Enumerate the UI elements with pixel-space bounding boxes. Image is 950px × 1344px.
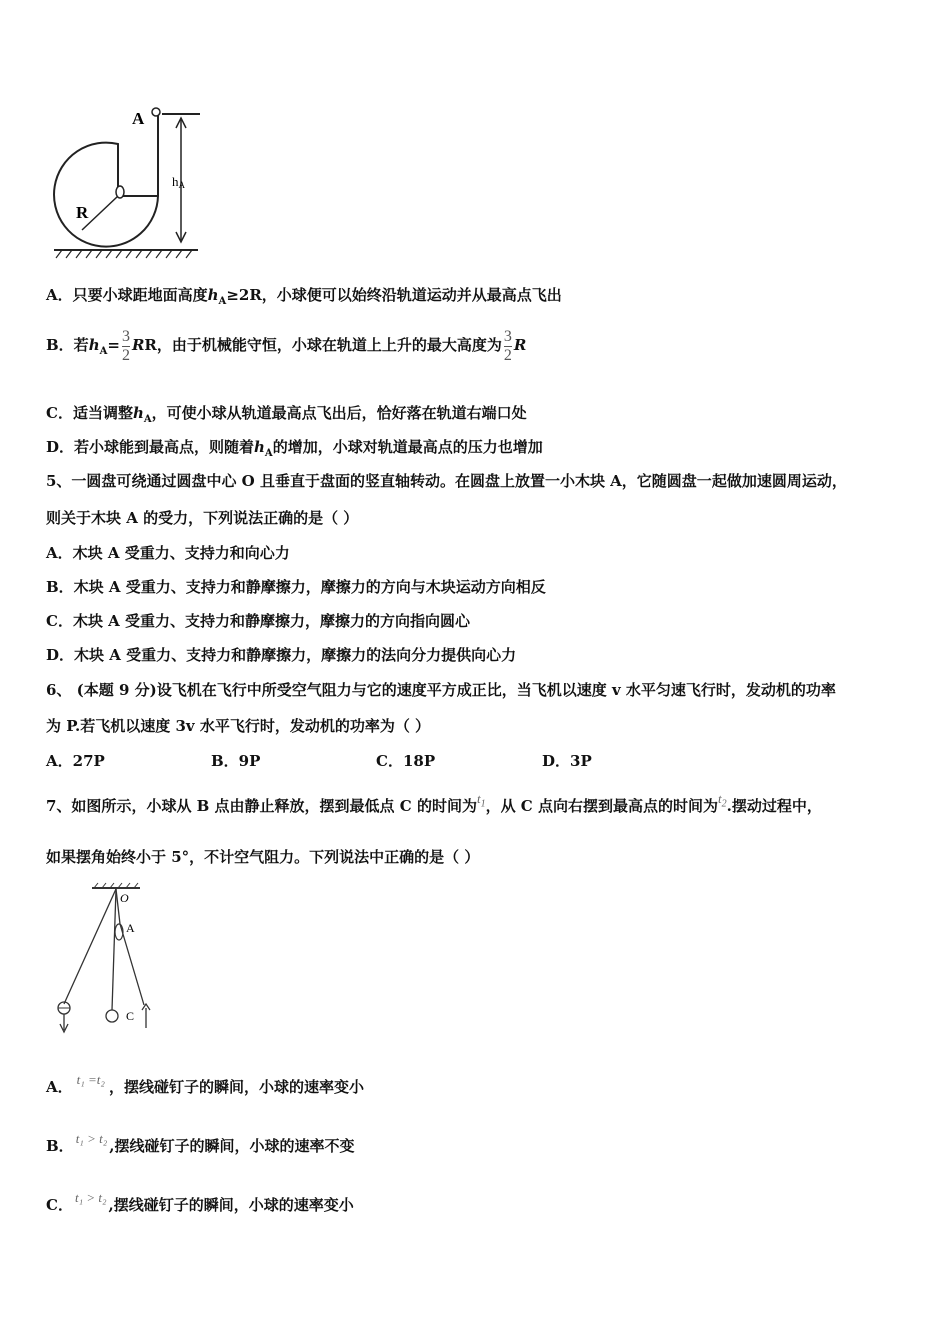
label-A: A xyxy=(126,921,135,935)
label-A: A xyxy=(132,109,145,128)
q5-option-a[interactable]: A．木块 A 受重力、支持力和向心力 xyxy=(46,544,290,562)
q6-option-c[interactable]: C．18P xyxy=(376,752,436,770)
q6-option-b[interactable]: B．9P xyxy=(211,752,261,770)
q5-option-d[interactable]: D．木块 A 受重力、支持力和静摩擦力，摩擦力的法向分力提供向心力 xyxy=(46,646,517,664)
q7-stem-line1: 7、如图所示，小球从 B 点由静止释放，摆到最低点 C 的时间为$t_1$，从 C 点向右摆到最高点的时间为$t_2$.摆动过程中， xyxy=(46,791,822,815)
q4-option-a[interactable]: A．只要小球距地面高度$h_A\ge 2R$，小球便可以始终沿轨道运动并从最高点飞出 xyxy=(46,286,562,307)
fraction-3-2: $\frac{3}{2}$ xyxy=(121,327,130,364)
label-O: O xyxy=(120,891,129,905)
label-R: R xyxy=(76,203,89,222)
track-figure xyxy=(48,100,218,265)
pendulum-figure xyxy=(48,880,168,1040)
label-hA: hA xyxy=(172,174,185,190)
q5-option-b[interactable]: B．木块 A 受重力、支持力和静摩擦力，摩擦力的方向与木块运动方向相反 xyxy=(46,578,546,596)
q6-option-d[interactable]: D．3P xyxy=(542,752,592,770)
q7-option-c[interactable]: C． t₁ > t₂ ,摆线碰钉子的瞬间，小球的速率变小 xyxy=(46,1190,354,1214)
q7-option-a[interactable]: A． t₁ =t₂ ，摆线碰钉子的瞬间，小球的速率变小 xyxy=(46,1072,364,1096)
q5-stem-line2: 则关于木块 A 的受力，下列说法正确的是（ ） xyxy=(46,509,359,527)
q7-stem-line2: 如果摆角始终小于 5°，不计空气阻力。下列说法中正确的是（ ） xyxy=(46,848,480,866)
q6-option-a[interactable]: A．27P xyxy=(46,752,105,770)
q4-option-b[interactable]: B．若$h_A=$ $\frac{3}{2}$ RR，由于机械能守恒，小球在轨道上上升的最大高度为 $\frac{3}{2}$ R xyxy=(46,327,527,364)
q5-stem-line1: 5、一圆盘可绕通过圆盘中心 O 且垂直于盘面的竖直轴转动。在圆盘上放置一小木块 A，它随圆盘一起做加速圆周运动， xyxy=(46,472,847,490)
q7-option-b[interactable]: B． t₁ > t₂ ,摆线碰钉子的瞬间，小球的速率不变 xyxy=(46,1131,355,1155)
q4-option-c[interactable]: C．适当调整$h_A$，可使小球从轨道最高点飞出后，恰好落在轨道右端口处 xyxy=(46,404,527,425)
q4-option-d[interactable]: D．若小球能到最高点，则随着$h_A$的增加，小球对轨道最高点的压力也增加 xyxy=(46,438,543,459)
fraction-3-2-b: $\frac{3}{2}$ xyxy=(503,327,512,364)
q5-option-c[interactable]: C．木块 A 受重力、支持力和静摩擦力，摩擦力的方向指向圆心 xyxy=(46,612,471,630)
q6-stem-line1: 6、 (本题 9 分)设飞机在飞行中所受空气阻力与它的速度平方成正比，当飞机以速度 v 水平匀速飞行时，发动机的功率 xyxy=(46,681,836,699)
q6-stem-line2: 为 P.若飞机以速度 3v 水平飞行时，发动机的功率为（ ） xyxy=(46,717,431,735)
label-C: C xyxy=(126,1009,135,1023)
